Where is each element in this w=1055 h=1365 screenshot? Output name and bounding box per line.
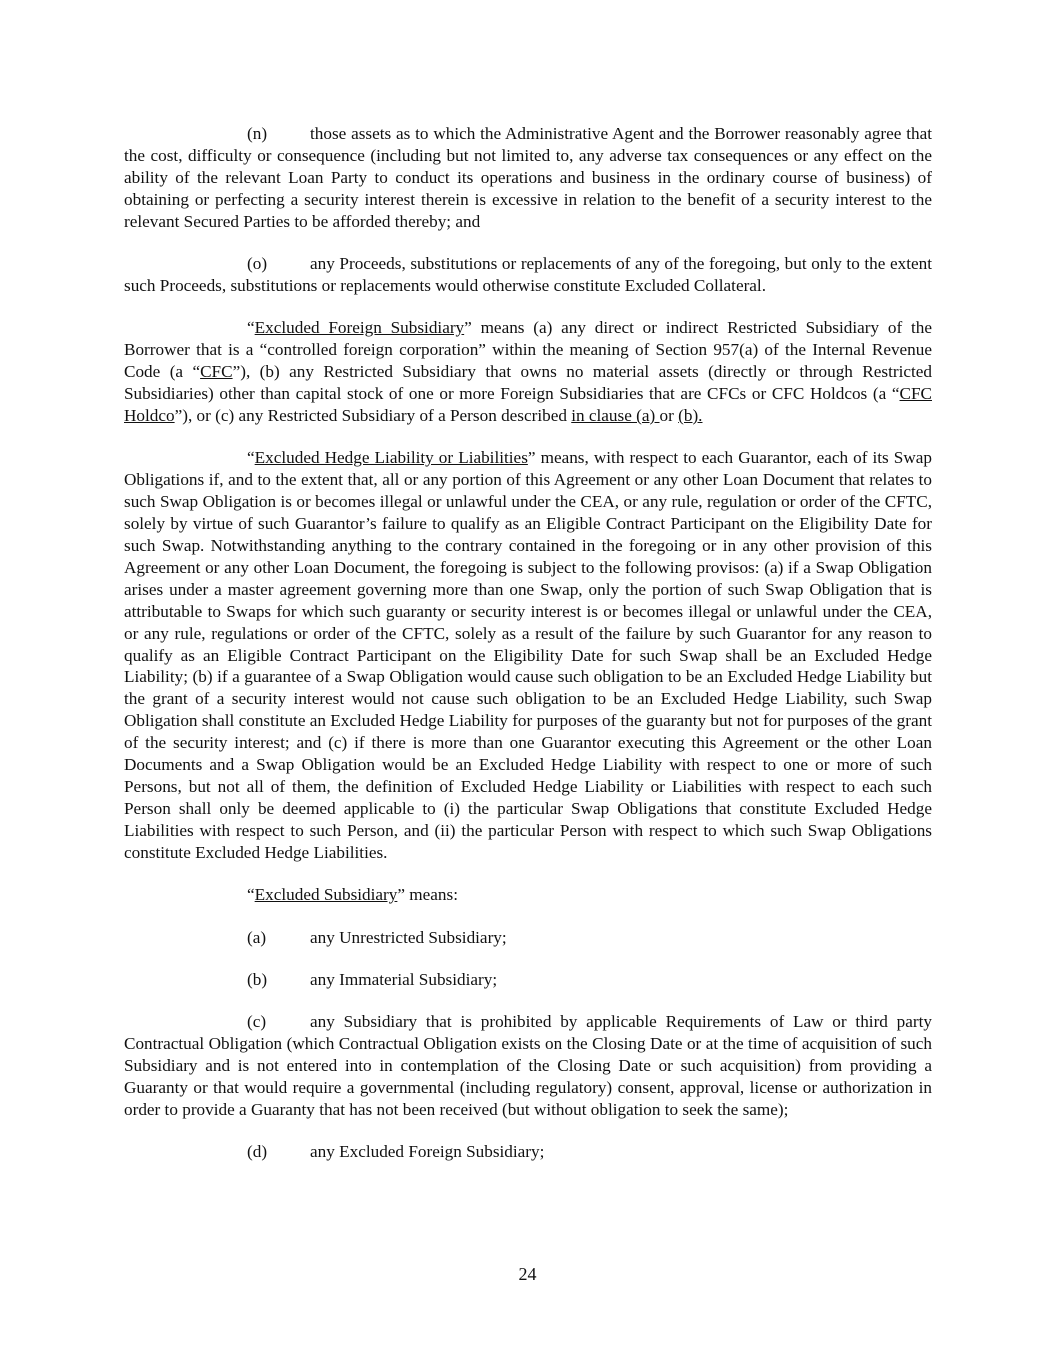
- clause-o-text: any Proceeds, substitutions or replacements of any of the foregoing, but only to the extent such Proceeds, substitutions or replacements would otherwise constitute Excluded Collateral.: [124, 254, 932, 295]
- definition-text: or: [659, 405, 679, 425]
- definition-text: ”), or (c) any Restricted Subsidiary of a Person described: [174, 405, 572, 425]
- defined-term: Excluded Foreign Subsidiary: [254, 318, 465, 338]
- clause-n: [124, 123, 932, 233]
- open-quote: “: [247, 885, 255, 905]
- subsidiary-item-b: [124, 969, 932, 991]
- clause-n-text: those assets as to which the Administrative Agent and the Borrower reasonably agree that the cost, difficulty or consequence (including but not limited to, any adverse tax consequences or any effect on the ability of the relevant Loan Party to conduct its operations and business in the ordinary course of business) of obtaining or perfecting a security interest therein is excessive in relation to the benefit of a security interest to the relevant Secured Parties to be afforded thereby; and: [124, 124, 932, 231]
- definition-excluded-subsidiary: [124, 884, 932, 906]
- definition-text: ”), (b) any Restricted Subsidiary that owns no material assets (directly or through Restricted Subsidiaries) other than capital stock of one or more Foreign Subsidiaries that are CFCs or CFC Holdcos (a “: [124, 362, 932, 404]
- item-text: any Immaterial Subsidiary;: [310, 969, 498, 989]
- clause-o: [124, 253, 932, 297]
- open-quote: “: [247, 318, 255, 338]
- item-label: (d): [247, 1142, 268, 1162]
- clause-n-label: (n): [247, 124, 268, 143]
- subsidiary-item-c: [124, 1011, 932, 1121]
- defined-term: Excluded Subsidiary: [254, 885, 398, 905]
- open-quote: “: [247, 448, 255, 468]
- subsidiary-item-a: [124, 927, 932, 949]
- definition-excluded-foreign-subsidiary: [124, 317, 932, 427]
- item-text: any Excluded Foreign Subsidiary;: [310, 1142, 545, 1162]
- defined-term-cfc: CFC: [200, 362, 233, 382]
- definition-text: ” means:: [397, 885, 458, 905]
- item-label: (c): [247, 1012, 267, 1032]
- item-text: any Subsidiary that is prohibited by applicable Requirements of Law or third party Contractual Obligation (which Contractual Obligation exists on the Closing Date or at the time of acquisition of such Subsidiary and is not entered into in contemplation of the Closing Date or such acquisition) from providing a Guaranty or that would require a governmental (including regulatory) consent, approval, license or authorization in order to provide a Guaranty that has not been received (but without obligation to seek the same);: [124, 1012, 932, 1119]
- defined-term: Excluded Hedge Liability or Liabilities: [254, 448, 528, 468]
- item-text: any Unrestricted Subsidiary;: [310, 927, 507, 947]
- item-label: (b): [247, 969, 268, 989]
- page-number: 24: [518, 1264, 537, 1284]
- definition-text: ” means (a) any direct or indirect Restricted Subsidiary of the Borrower that is a “controlled foreign corporation” within the meaning of Section 957(a) of the Internal Revenue Code (a “: [124, 318, 932, 382]
- item-label: (a): [247, 927, 267, 947]
- subsidiary-item-d: [124, 1141, 932, 1163]
- definition-excluded-hedge-liability: [124, 447, 932, 863]
- defined-term-cfc-holdco: CFC Holdco: [124, 384, 932, 425]
- clause-o-label: (o): [247, 254, 268, 274]
- cross-reference-clause-a: in clause (a): [571, 405, 660, 425]
- document-page: [124, 123, 932, 1163]
- definition-text: ” means, with respect to each Guarantor, each of its Swap Obligations if, and to the extent that, all or any portion of this Agreement or any other Loan Document that relates to such Swap Obligation is or becomes illegal or unlawful under the CEA, or any rule, regulation or order of the CFTC, solely by virtue of such Guarantor’s failure to qualify as an Eligible Contract Participant on the Eligibility Date for such Swap. Notwithstanding anything to the contrary contained in the foregoing or in any other provision of this Agreement or any other Loan Document, the foregoing is subject to the following provisos: (a) if a Swap Obligation arises under a master agreement governing more than one Swap, only the portion of such Swap Obligation that is attributable to Swaps for which such guaranty or security interest is or becomes illegal or unlawful under the CEA, or any rule, regulations or order of the CFTC, solely as a result of the failure by such Guarantor for any reason to qualify as an Eligible Contract Participant on the Eligibility Date for such Swap shall be an Excluded Hedge Liability; (b) if a guarantee of a Swap Obligation would cause such obligation to be an Excluded Hedge Liability but the grant of a security interest would not cause such obligation to be an Excluded Hedge Liability, such Swap Obligation shall constitute an Excluded Hedge Liability for purposes of the guaranty but not for purposes of the grant of the security interest; and (c) if there is more than one Guarantor executing this Agreement or the other Loan Documents and a Swap Obligation would be an Excluded Hedge Liability with respect to one or more of such Persons, but not all of them, the definition of Excluded Hedge Liability or Liabilities with respect to each such Person shall only be deemed applicable to (i) the particular Swap Obligations that constitute Excluded Hedge Liabilities with respect to such Person, and (ii) the particular Person with respect to which such Swap Obligations constitute Excluded Hedge Liabilities.: [124, 448, 933, 862]
- cross-reference-clause-b: (b).: [678, 405, 703, 425]
